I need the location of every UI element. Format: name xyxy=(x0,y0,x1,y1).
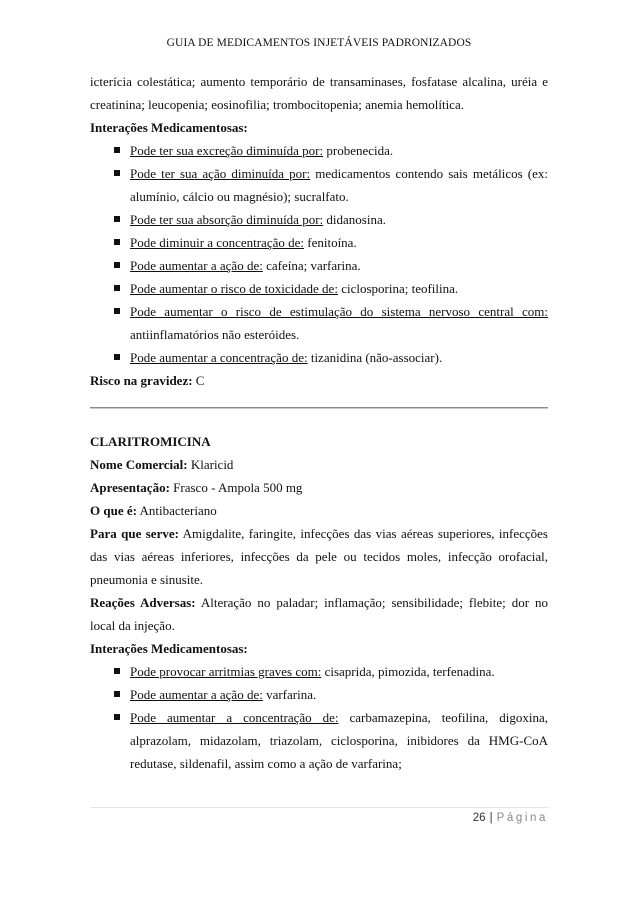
page-word: Página xyxy=(496,812,548,824)
section-claritromicina xyxy=(90,430,548,775)
indications: Para que serve: Amigdalite, faringite, infecções das vias aéreas superiores, infecções das vias aéreas inferiores, infecções da pele ou tecidos moles, infecção orofacial, pneumonia e sinusite. xyxy=(90,526,548,587)
intro-text-line-2: creatinina; leucopenia; eosinofilia; trombocitopenia; anemia hemolítica. xyxy=(90,97,464,112)
page-header: GUIA DE MEDICAMENTOS INJETÁVEIS PADRONIZADOS xyxy=(166,37,472,49)
list-item: Pode aumentar o risco de toxicidade de: ciclosporina; teofilina. xyxy=(90,277,548,300)
list-item: Pode aumentar a ação de: cafeína; varfarina. xyxy=(90,254,548,277)
drug-title: CLARITROMICINA xyxy=(90,434,211,449)
page-footer xyxy=(473,812,548,824)
pregnancy-risk: Risco na gravidez: C xyxy=(90,373,205,388)
section-divider xyxy=(90,407,548,409)
list-item: Pode ter sua excreção diminuída por: probenecida. xyxy=(90,139,548,162)
list-item: Pode aumentar o risco de estimulação do sistema nervoso central com: antiinflamatórios não esteróides. xyxy=(90,300,548,346)
list-item: Pode ter sua ação diminuída por: medicamentos contendo sais metálicos (ex: alumínio, cálcio ou magnésio); sucralfato. xyxy=(90,162,548,208)
list-item: Pode aumentar a concentração de: tizanidina (não-associar). xyxy=(90,346,548,369)
presentation: Apresentação: Frasco - Ampola 500 mg xyxy=(90,480,303,495)
adverse-reactions: Reações Adversas: Alteração no paladar; inflamação; sensibilidade; flebite; dor no local da injeção. xyxy=(90,595,549,633)
commercial-name: Nome Comercial: Klaricid xyxy=(90,457,234,472)
list-item: Pode ter sua absorção diminuída por: didanosina. xyxy=(90,208,548,231)
page-number: 26 xyxy=(472,812,486,824)
list-item: Pode aumentar a ação de: varfarina. xyxy=(90,683,548,706)
interactions-list xyxy=(90,139,548,369)
list-item: Pode diminuir a concentração de: fenitoína. xyxy=(90,231,548,254)
interactions-heading: Interações Medicamentosas: xyxy=(90,120,248,135)
intro-text-line-1: icterícia colestática; aumento temporário de transaminases, fosfatase alcalina, uréia e xyxy=(90,74,548,89)
drug-class: O que é: Antibacteriano xyxy=(90,503,217,518)
section-previous-drug xyxy=(90,70,548,392)
list-item: Pode aumentar a concentração de: carbamazepina, teofilina, digoxina, alprazolam, midazolam, triazolam, ciclosporina, inibidores da HMG-CoA redutase, sildenafil, assim como a ação de varfarina; xyxy=(90,706,548,775)
footer-separator: | xyxy=(489,812,493,824)
interactions-heading: Interações Medicamentosas: xyxy=(90,641,248,656)
footer-rule xyxy=(90,807,548,808)
interactions-list xyxy=(90,660,548,775)
list-item: Pode provocar arritmias graves com: cisaprida, pimozida, terfenadina. xyxy=(90,660,548,683)
